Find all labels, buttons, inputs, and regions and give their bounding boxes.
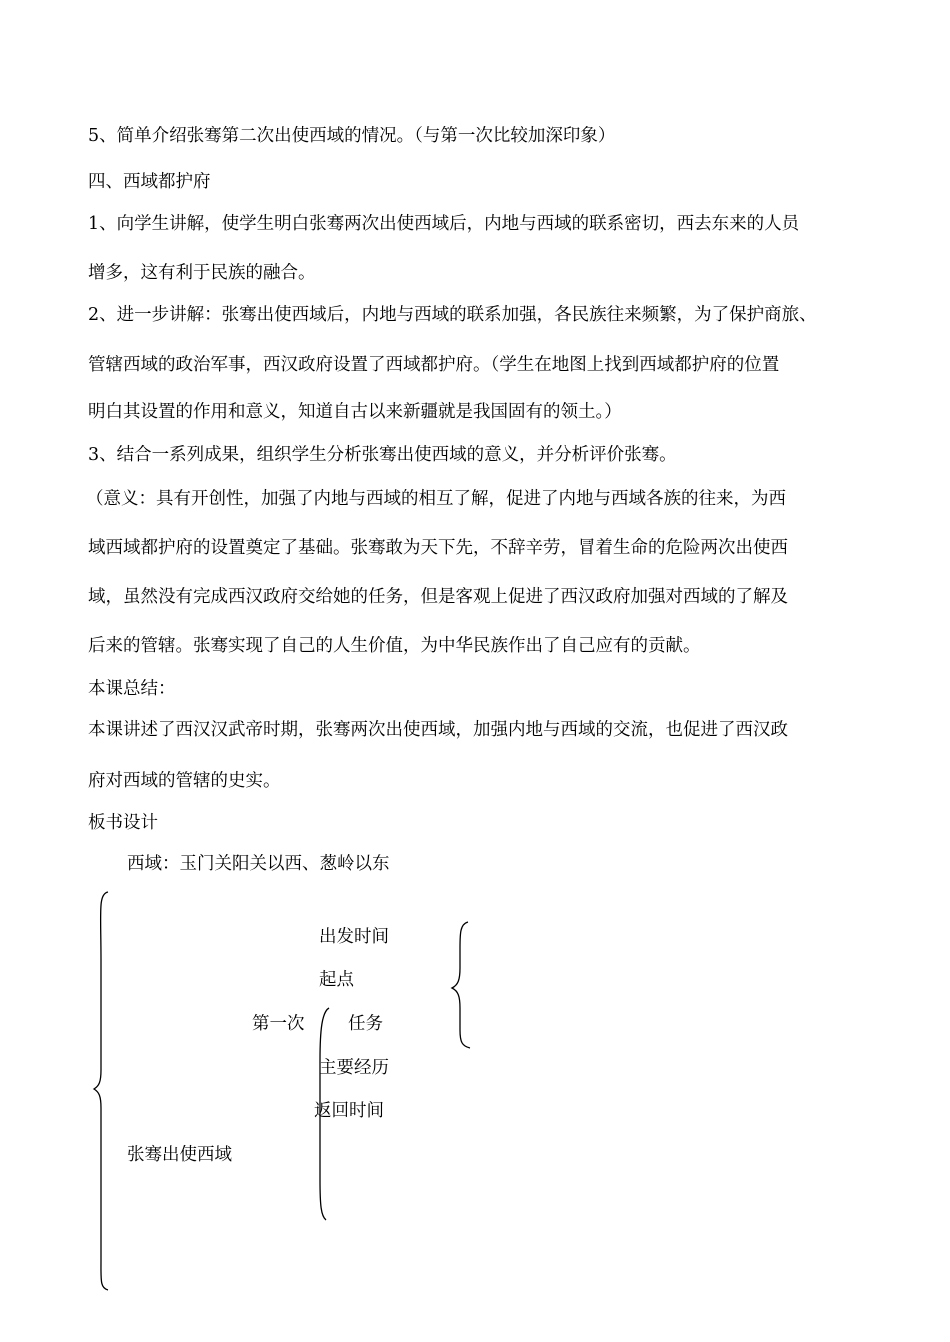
board-item-starting-point: 起点: [319, 970, 354, 990]
paragraph-line-6: 管辖西域的政治军事，西汉政府设置了西域都护府。（学生在地图上找到西域都护府的位置: [88, 355, 780, 375]
outer-left-brace-icon: [94, 892, 108, 1290]
paragraph-line-4: 增多，这有利于民族的融合。: [88, 263, 316, 283]
paragraph-line-8: 3、结合一系列成果，组织学生分析张骞出使西域的意义，并分析评价张骞。: [88, 445, 677, 465]
paragraph-line-3: 1、向学生讲解，使学生明白张骞两次出使西域后，内地与西域的联系密切，西去东来的人员: [88, 214, 800, 234]
board-design-heading: 板书设计: [88, 813, 158, 833]
board-item-return-time: 返回时间: [314, 1101, 384, 1121]
board-first-trip: 第一次: [252, 1014, 305, 1034]
paragraph-line-9: （意义：具有开创性，加强了内地与西域的相互了解，促进了内地与西域各族的往来，为西: [86, 489, 786, 509]
board-main-topic: 张骞出使西域: [127, 1145, 232, 1165]
paragraph-line-12: 后来的管辖。张骞实现了自己的人生价值，为中华民族作出了自己应有的贡献。: [88, 636, 701, 656]
board-item-departure-time: 出发时间: [319, 927, 389, 947]
paragraph-line-1: 5、简单介绍张骞第二次出使西域的情况。（与第一次比较加深印象）: [88, 126, 616, 146]
paragraph-line-14: 本课讲述了西汉汉武帝时期，张骞两次出使西域，加强内地与西域的交流，也促进了西汉政: [88, 720, 788, 740]
board-item-mission: 任务: [348, 1014, 383, 1034]
paragraph-line-7: 明白其设置的作用和意义，知道自古以来新疆就是我国固有的领土。）: [88, 402, 622, 422]
paragraph-line-5: 2、进一步讲解：张骞出使西域后，内地与西域的联系加强，各民族往来频繁，为了保护商旅、: [88, 305, 817, 325]
paragraph-line-11: 域，虽然没有完成西汉政府交给她的任务，但是客观上促进了西汉政府加强对西域的了解及: [88, 587, 788, 607]
section-heading-protectorate: 四、西域都护府: [88, 172, 211, 192]
paragraph-line-15: 府对西域的管辖的史实。: [88, 771, 281, 791]
board-western-regions: 西域：玉门关阳关以西、葱岭以东: [127, 854, 390, 874]
paragraph-line-10: 域西域都护府的设置奠定了基础。张骞敢为天下先，不辞辛劳，冒着生命的危险两次出使西: [88, 538, 788, 558]
summary-heading: 本课总结：: [88, 679, 176, 699]
right-brace-icon: [452, 922, 470, 1048]
board-item-main-experience: 主要经历: [319, 1058, 389, 1078]
